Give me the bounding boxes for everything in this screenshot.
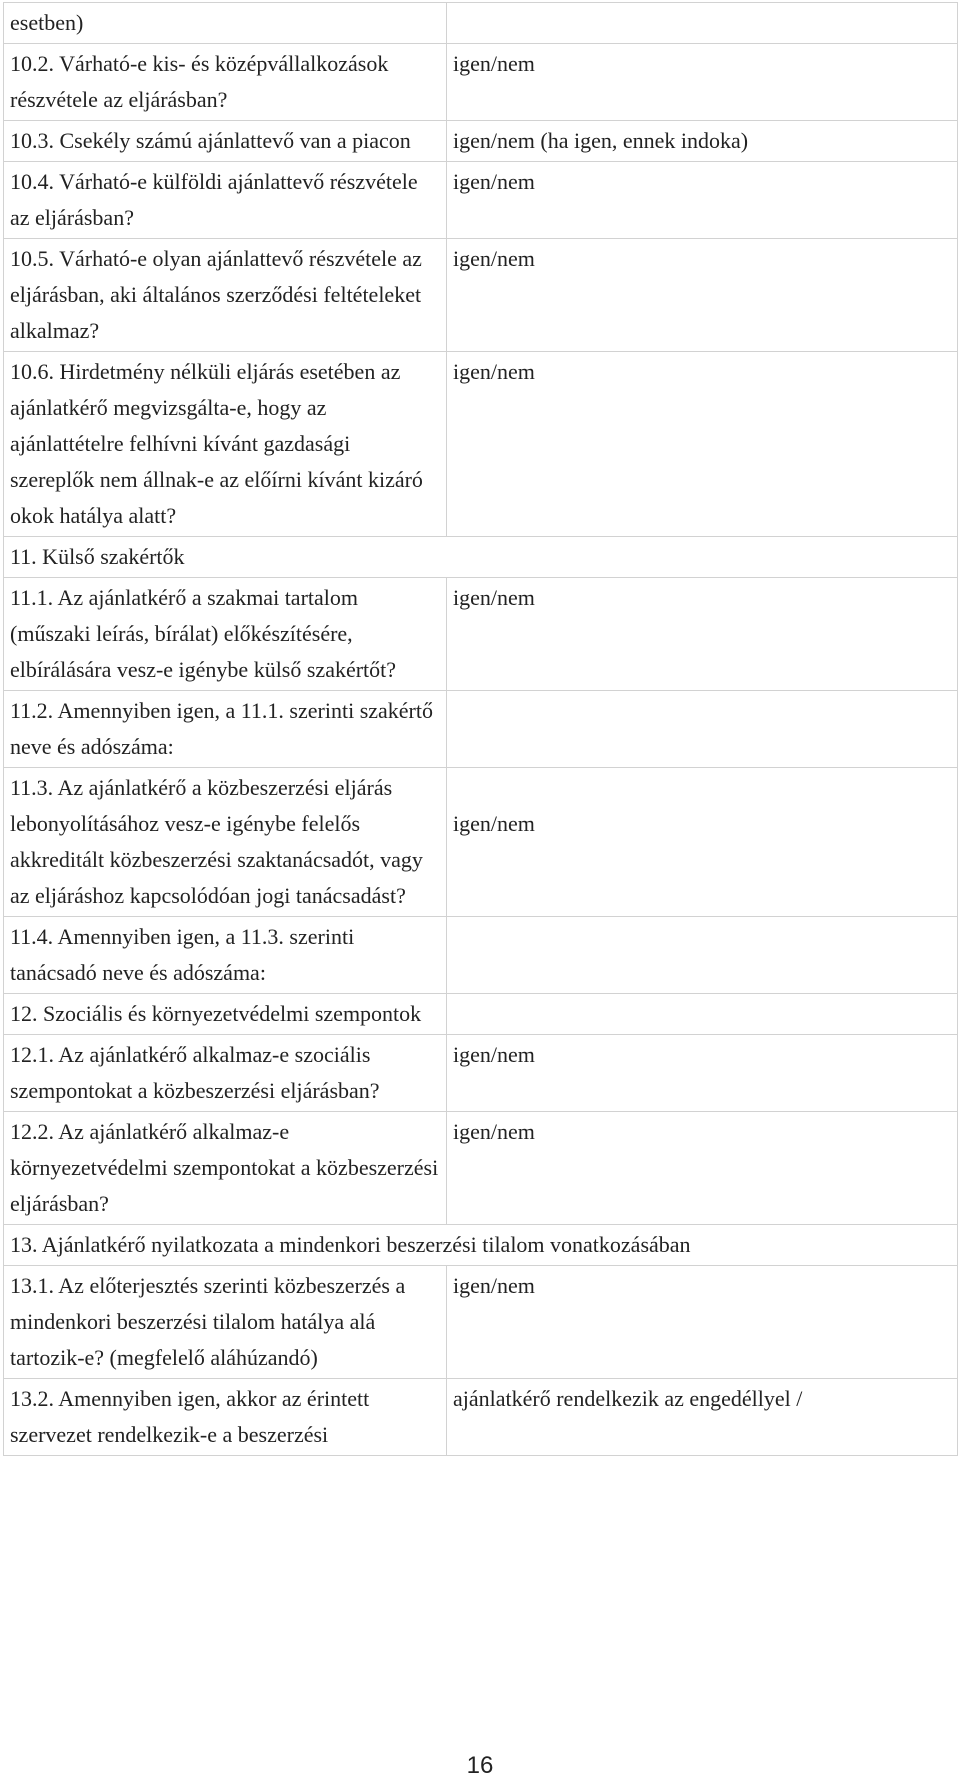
table-row	[4, 44, 958, 121]
question-cell: 10.6. Hirdetmény nélküli eljárás esetében az ajánlatkérő megvizsgálta-e, hogy az ajánlattételre felhívni kívánt gazdasági szereplők nem állnak-e az előírni kívánt kizáró okok hatálya alatt?	[4, 352, 447, 537]
question-cell: 11.2. Amennyiben igen, a 11.1. szerinti szakértő neve és adószáma:	[4, 691, 447, 768]
question-cell: esetben)	[4, 3, 447, 44]
question-cell: 13.1. Az előterjesztés szerinti közbeszerzés a mindenkori beszerzési tilalom hatálya alá tartozik-e? (megfelelő aláhúzandó)	[4, 1266, 447, 1379]
question-cell: 11.4. Amennyiben igen, a 11.3. szerinti tanácsadó neve és adószáma:	[4, 917, 447, 994]
question-cell: 10.4. Várható-e külföldi ajánlattevő részvétele az eljárásban?	[4, 162, 447, 239]
answer-cell: igen/nem	[447, 1266, 958, 1379]
answer-cell: igen/nem	[447, 239, 958, 352]
table-row	[4, 121, 958, 162]
section-heading: 13. Ajánlatkérő nyilatkozata a mindenkori beszerzési tilalom vonatkozásában	[4, 1225, 958, 1266]
answer-cell: igen/nem	[447, 768, 958, 917]
table-row	[4, 578, 958, 691]
section-heading-row	[4, 1225, 958, 1266]
question-cell: 11.3. Az ajánlatkérő a közbeszerzési eljárás lebonyolításához vesz-e igénybe felelős akkreditált közbeszerzési szaktanácsadót, vagy az eljáráshoz kapcsolódóan jogi tanácsadást?	[4, 768, 447, 917]
answer-cell: igen/nem	[447, 352, 958, 537]
answer-cell	[447, 917, 958, 994]
answer-cell: igen/nem	[447, 162, 958, 239]
section-heading: 11. Külső szakértők	[4, 537, 958, 578]
table-row	[4, 768, 958, 917]
table-row	[4, 162, 958, 239]
table-row	[4, 1266, 958, 1379]
answer-cell	[447, 3, 958, 44]
page-number: 16	[466, 1752, 494, 1779]
table-row	[4, 1035, 958, 1112]
answer-cell: igen/nem	[447, 1112, 958, 1225]
question-cell: 12.2. Az ajánlatkérő alkalmaz-e környezetvédelmi szempontokat a közbeszerzési eljárásban?	[4, 1112, 447, 1225]
question-cell: 10.3. Csekély számú ajánlattevő van a piacon	[4, 121, 447, 162]
table-row	[4, 1379, 958, 1456]
answer-cell: ajánlatkérő rendelkezik az engedéllyel /	[447, 1379, 958, 1456]
table-row	[4, 352, 958, 537]
question-cell: 12. Szociális és környezetvédelmi szempontok	[4, 994, 447, 1035]
question-cell: 10.2. Várható-e kis- és középvállalkozások részvétele az eljárásban?	[4, 44, 447, 121]
section-heading-row	[4, 537, 958, 578]
question-cell: 11.1. Az ajánlatkérő a szakmai tartalom (műszaki leírás, bírálat) előkészítésére, elbírálására vesz-e igénybe külső szakértőt?	[4, 578, 447, 691]
form-table	[3, 2, 958, 1456]
answer-cell: igen/nem (ha igen, ennek indoka)	[447, 121, 958, 162]
answer-cell: igen/nem	[447, 578, 958, 691]
table-row	[4, 917, 958, 994]
table-row	[4, 239, 958, 352]
question-cell: 10.5. Várható-e olyan ajánlattevő részvétele az eljárásban, aki általános szerződési feltételeket alkalmaz?	[4, 239, 447, 352]
question-cell: 13.2. Amennyiben igen, akkor az érintett szervezet rendelkezik-e a beszerzési	[4, 1379, 447, 1456]
answer-cell	[447, 994, 958, 1035]
table-row	[4, 691, 958, 768]
answer-cell: igen/nem	[447, 44, 958, 121]
answer-cell: igen/nem	[447, 1035, 958, 1112]
question-cell: 12.1. Az ajánlatkérő alkalmaz-e szociális szempontokat a közbeszerzési eljárásban?	[4, 1035, 447, 1112]
table-row	[4, 994, 958, 1035]
table-row	[4, 3, 958, 44]
answer-cell	[447, 691, 958, 768]
table-row	[4, 1112, 958, 1225]
